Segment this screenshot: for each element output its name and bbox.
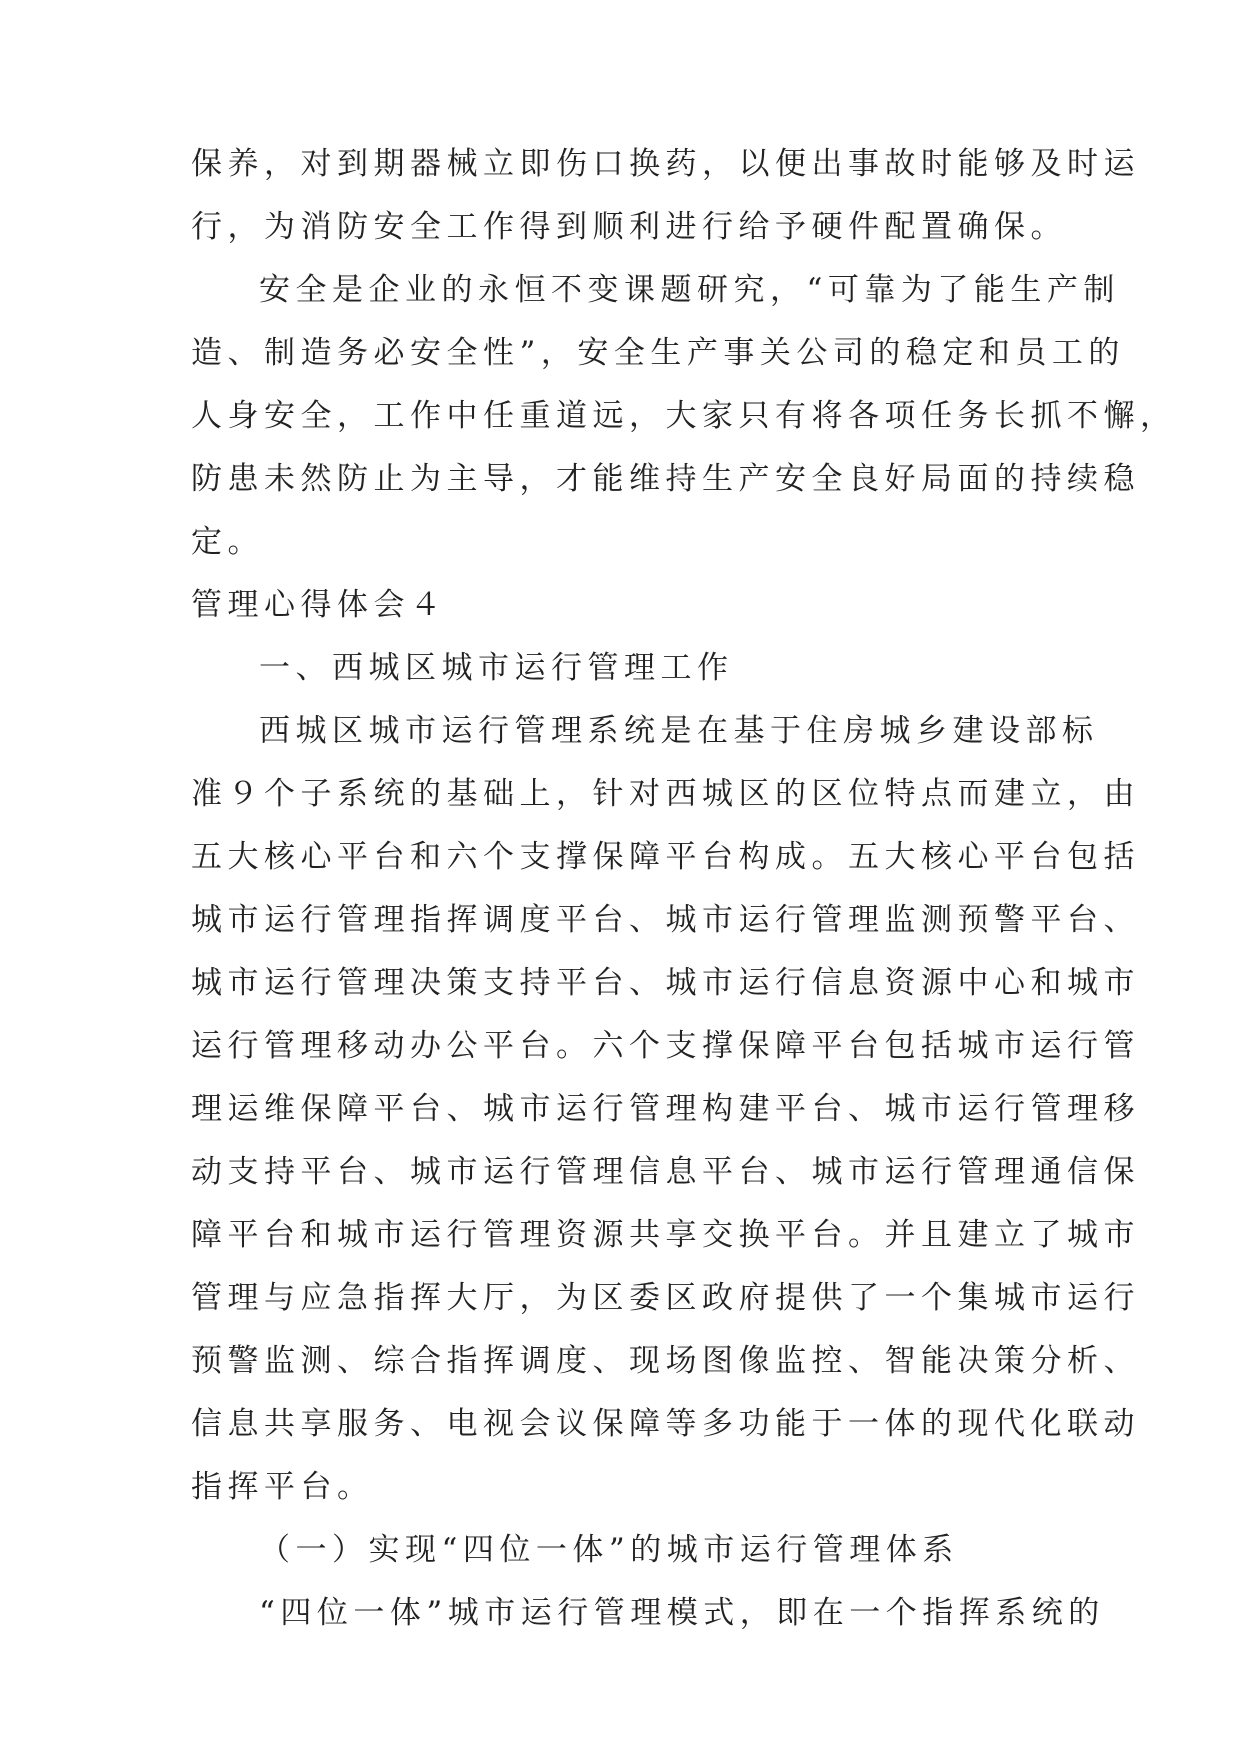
- body-text-line: 五大核心平台和六个支撑保障平台构成。五大核心平台包括: [191, 839, 1140, 875]
- paragraph-first-line: 安全是企业的永恒不变课题研究，“可靠为了能生产制: [259, 272, 1120, 308]
- body-text-line: 保养，对到期器械立即伤口换药，以便出事故时能够及时运: [191, 146, 1140, 182]
- body-text-line: 城市运行管理指挥调度平台、城市运行管理监测预警平台、: [191, 902, 1140, 938]
- paragraph-first-line: 西城区城市运行管理系统是在基于住房城乡建设部标: [259, 713, 1099, 749]
- body-text-line: 信息共享服务、电视会议保障等多功能于一体的现代化联动: [191, 1406, 1140, 1442]
- subsection-heading: （一）实现“四位一体”的城市运行管理体系: [259, 1532, 959, 1568]
- paragraph-first-line: “四位一体”城市运行管理模式，即在一个指挥系统的: [259, 1595, 1105, 1631]
- body-text-line: 准９个子系统的基础上，针对西城区的区位特点而建立，由: [191, 776, 1140, 812]
- body-text-line: 城市运行管理决策支持平台、城市运行信息资源中心和城市: [191, 965, 1140, 1001]
- body-text-line: 造、制造务必安全性”，安全生产事关公司的稳定和员工的: [191, 335, 1125, 371]
- body-text-line: 人身安全，工作中任重道远，大家只有将各项任务长抓不懈，: [191, 398, 1177, 434]
- body-text-line: 预警监测、综合指挥调度、现场图像监控、智能决策分析、: [191, 1343, 1140, 1379]
- body-text-line: 管理与应急指挥大厅，为区委区政府提供了一个集城市运行: [191, 1280, 1140, 1316]
- body-text-line: 运行管理移动办公平台。六个支撑保障平台包括城市运行管: [191, 1028, 1140, 1064]
- body-text-line: 指挥平台。: [191, 1469, 374, 1505]
- body-text-line: 定。: [191, 524, 264, 560]
- body-text-line: 理运维保障平台、城市运行管理构建平台、城市运行管理移: [191, 1091, 1140, 1127]
- body-text-line: 行，为消防安全工作得到顺利进行给予硬件配置确保。: [191, 209, 1067, 245]
- body-text-line: 障平台和城市运行管理资源共享交换平台。并且建立了城市: [191, 1217, 1140, 1253]
- body-text-line: 防患未然防止为主导，才能维持生产安全良好局面的持续稳: [191, 461, 1140, 497]
- body-text-line: 动支持平台、城市运行管理信息平台、城市运行管理通信保: [191, 1154, 1140, 1190]
- subsection-heading: 一、西城区城市运行管理工作: [259, 650, 734, 686]
- section-title: 管理心得体会４: [191, 587, 447, 623]
